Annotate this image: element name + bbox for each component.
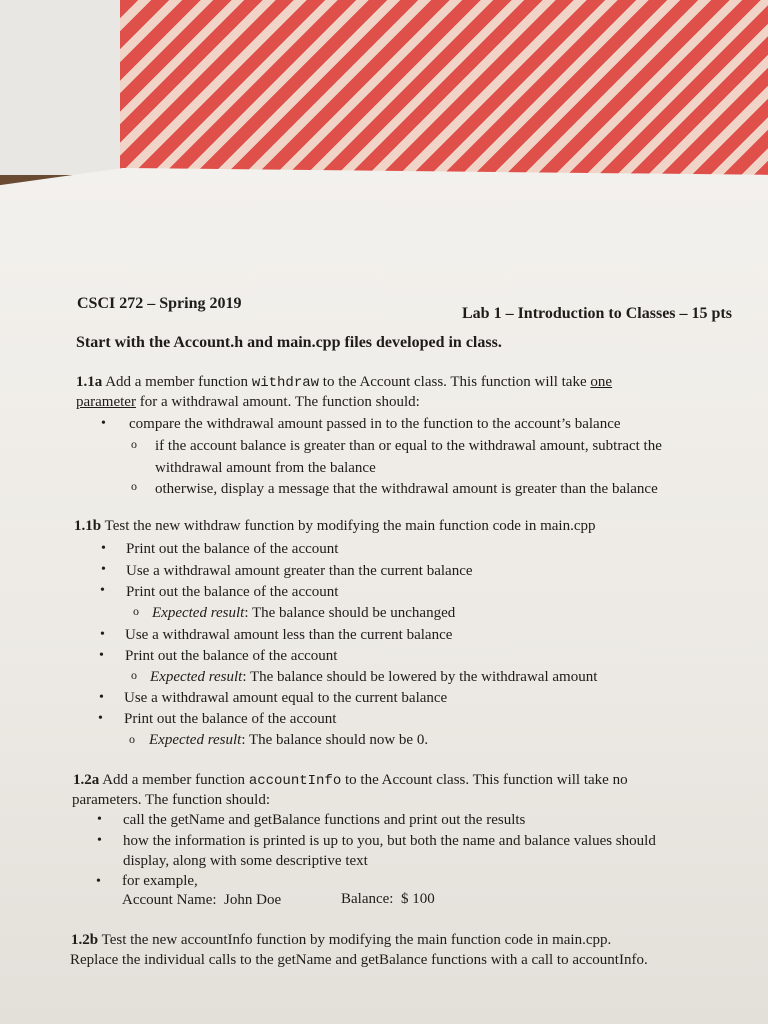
section-1-1a-line2: parameter for a withdrawal amount. The function should:	[76, 394, 420, 410]
sub-bullet: o	[131, 479, 137, 493]
sub-bullet: o	[129, 732, 135, 746]
bullet: •	[100, 583, 105, 598]
sub-bullet: o	[131, 668, 137, 682]
list-item: compare the withdrawal amount passed in to the function to the account’s balance	[129, 416, 621, 432]
lab-title: Lab 1 – Introduction to Classes – 15 pts	[462, 305, 732, 322]
section-number: 1.2a	[73, 772, 100, 788]
section-1-2a-line1: 1.2a Add a member function accountInfo to the Account class. This function will take no	[73, 772, 628, 789]
sub-bullet: o	[133, 604, 139, 618]
list-item: Use a withdrawal amount greater than the current balance	[126, 563, 473, 579]
bullet: •	[99, 648, 104, 663]
bullet: •	[96, 874, 101, 889]
bullet: •	[100, 627, 105, 642]
list-item: otherwise, display a message that the withdrawal amount is greater than the balance	[155, 481, 658, 497]
intro-line: Start with the Account.h and main.cpp files developed in class.	[76, 334, 502, 351]
section-number: 1.1a	[76, 374, 103, 390]
list-item: Print out the balance of the account	[126, 584, 339, 600]
section-number: 1.1b	[74, 518, 102, 534]
list-item: Use a withdrawal amount equal to the current balance	[124, 690, 448, 706]
expected-result-1: Expected result: The balance should be unchanged	[152, 605, 456, 621]
list-item: how the information is printed is up to you, but both the name and balance values should	[123, 833, 656, 849]
example-balance: Balance: $ 100	[341, 891, 435, 907]
list-item: for example,	[122, 873, 198, 889]
list-item-cont: withdrawal amount from the balance	[155, 460, 376, 476]
section-1-1b-line1: 1.1b Test the new withdraw function by modifying the main function code in main.cpp	[74, 518, 596, 534]
course-title: CSCI 272 – Spring 2019	[77, 295, 242, 312]
bullet: •	[97, 833, 102, 848]
sub-bullet: o	[131, 437, 137, 451]
code-withdraw: withdraw	[251, 375, 320, 391]
bullet: •	[101, 562, 106, 577]
section-1-1a-line1: 1.1a Add a member function withdraw to the Account class. This function will take one	[76, 374, 613, 391]
bullet: •	[101, 416, 106, 431]
code-accountinfo: accountInfo	[248, 773, 342, 789]
example-account-name: Account Name: John Doe	[122, 892, 282, 908]
list-item: Print out the balance of the account	[126, 541, 339, 557]
section-1-2b-line2: Replace the individual calls to the getName and getBalance functions with a call to accountInfo.	[70, 952, 648, 968]
expected-result-3: Expected result: The balance should now be 0.	[149, 732, 429, 748]
expected-result-2: Expected result: The balance should be lowered by the withdrawal amount	[150, 669, 598, 685]
list-item: if the account balance is greater than or equal to the withdrawal amount, subtract the	[155, 438, 662, 454]
list-item-cont: display, along with some descriptive text	[123, 853, 368, 869]
section-1-2a-line2: parameters. The function should:	[72, 792, 271, 808]
bullet: •	[101, 541, 106, 556]
bullet: •	[97, 812, 102, 827]
list-item: Print out the balance of the account	[124, 711, 337, 727]
list-item: Print out the balance of the account	[125, 648, 338, 664]
bullet: •	[99, 690, 104, 705]
section-number: 1.2b	[71, 932, 99, 948]
list-item: call the getName and getBalance functions and print out the results	[123, 812, 526, 828]
bullet: •	[98, 711, 103, 726]
section-1-2b-line1: 1.2b Test the new accountInfo function by modifying the main function code in main.cpp.	[71, 932, 612, 948]
list-item: Use a withdrawal amount less than the current balance	[125, 627, 453, 643]
